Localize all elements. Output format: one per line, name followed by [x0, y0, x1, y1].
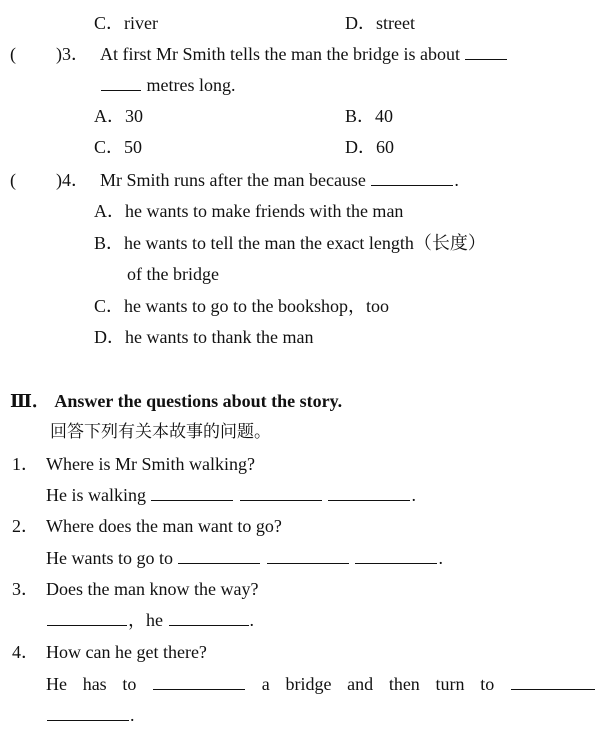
p3-a4-word-to: to — [122, 674, 137, 694]
p3-a4-word-he: He — [46, 674, 67, 694]
p3-a3-end: . — [249, 610, 254, 630]
q2-option-d: D．street — [345, 13, 415, 33]
p3-q1-number: 1． — [12, 454, 39, 474]
p3-a3-mid: ，he — [128, 610, 163, 630]
q4-paren-open: ( — [10, 170, 16, 190]
q3-stem-text-b: metres long. — [146, 75, 236, 95]
q4-stem-text: Mr Smith runs after the man because — [100, 170, 366, 190]
p3-a2-blank-2[interactable] — [267, 548, 349, 564]
q3-option-c: C．50 — [94, 137, 143, 157]
p3-a4-word-to-2: to — [480, 674, 495, 694]
p3-a4-word-bridge: bridge — [285, 674, 332, 694]
q4-number: )4． — [56, 170, 89, 190]
q4-option-b: B．he wants to tell the man the exact length（长度） — [94, 233, 486, 253]
q3-blank-a[interactable] — [465, 44, 507, 60]
p3-q1-text: Where is Mr Smith walking? — [46, 454, 255, 474]
p3-a4-word-then: then — [388, 674, 420, 694]
q2-option-c: C．river — [94, 13, 158, 33]
q4-stem-end: . — [454, 170, 459, 190]
p3-answer-4 — [46, 673, 596, 695]
part3-numeral: Ⅲ． — [10, 391, 50, 411]
p3-answer-2 — [46, 547, 443, 569]
p3-q4-text: How can he get there? — [46, 642, 207, 662]
p3-answer-4-cont — [46, 704, 135, 726]
p3-a4-word-a: a — [261, 674, 270, 694]
p3-a4-end: . — [130, 705, 135, 725]
p3-a4-blank-2[interactable] — [511, 674, 595, 690]
p3-a4-blank-3[interactable] — [47, 705, 129, 721]
p3-q3-text: Does the man know the way? — [46, 579, 259, 599]
q4-blank[interactable] — [371, 170, 453, 186]
p3-a4-word-has: has — [82, 674, 107, 694]
p3-question-3 — [12, 578, 258, 600]
q3-option-d: D．60 — [345, 137, 394, 157]
q4-option-c: C．he wants to go to the bookshop，too — [94, 296, 389, 316]
q4-stem — [100, 169, 459, 191]
q3-option-b: B．40 — [345, 106, 394, 126]
p3-a2-end: . — [438, 548, 443, 568]
p3-question-1 — [12, 453, 255, 475]
p3-answer-1 — [46, 484, 416, 506]
p3-a3-blank-2[interactable] — [169, 610, 249, 626]
q3-stem-text: At first Mr Smith tells the man the bridge is about — [100, 44, 460, 64]
p3-a4-word-and: and — [347, 674, 374, 694]
p3-q2-number: 2． — [12, 516, 39, 536]
part3-title: Answer the questions about the story. — [54, 391, 343, 411]
q3-option-a: A．30 — [94, 106, 143, 126]
p3-a1-end: . — [411, 485, 416, 505]
p3-a4-blank-1[interactable] — [153, 674, 245, 690]
q4-option-b-cont: of the bridge — [127, 264, 219, 284]
p3-a1-blank-1[interactable] — [151, 485, 233, 501]
p3-a2-blank-1[interactable] — [178, 548, 260, 564]
p3-q2-text: Where does the man want to go? — [46, 516, 282, 536]
p3-q3-number: 3． — [12, 579, 39, 599]
p3-a1-start: He is walking — [46, 485, 146, 505]
q3-stem — [100, 43, 508, 65]
q4-option-d: D．he wants to thank the man — [94, 327, 314, 347]
p3-a4-word-turn: turn — [435, 674, 465, 694]
q3-stem-cont — [100, 74, 235, 96]
p3-a1-blank-2[interactable] — [240, 485, 322, 501]
p3-question-4 — [12, 641, 207, 663]
p3-a2-start: He wants to go to — [46, 548, 173, 568]
q3-paren-open: ( — [10, 44, 16, 64]
part3-subtitle: 回答下列有关本故事的问题。 — [50, 422, 271, 442]
q3-blank-b[interactable] — [101, 75, 141, 91]
p3-a1-blank-3[interactable] — [328, 485, 410, 501]
q3-number: )3． — [56, 44, 89, 64]
p3-question-2 — [12, 515, 282, 537]
p3-answer-3 — [46, 609, 254, 631]
p3-q4-number: 4． — [12, 642, 39, 662]
q4-option-a: A．he wants to make friends with the man — [94, 201, 404, 221]
part3-heading — [10, 390, 342, 412]
p3-a3-blank-1[interactable] — [47, 610, 127, 626]
p3-a2-blank-3[interactable] — [355, 548, 437, 564]
